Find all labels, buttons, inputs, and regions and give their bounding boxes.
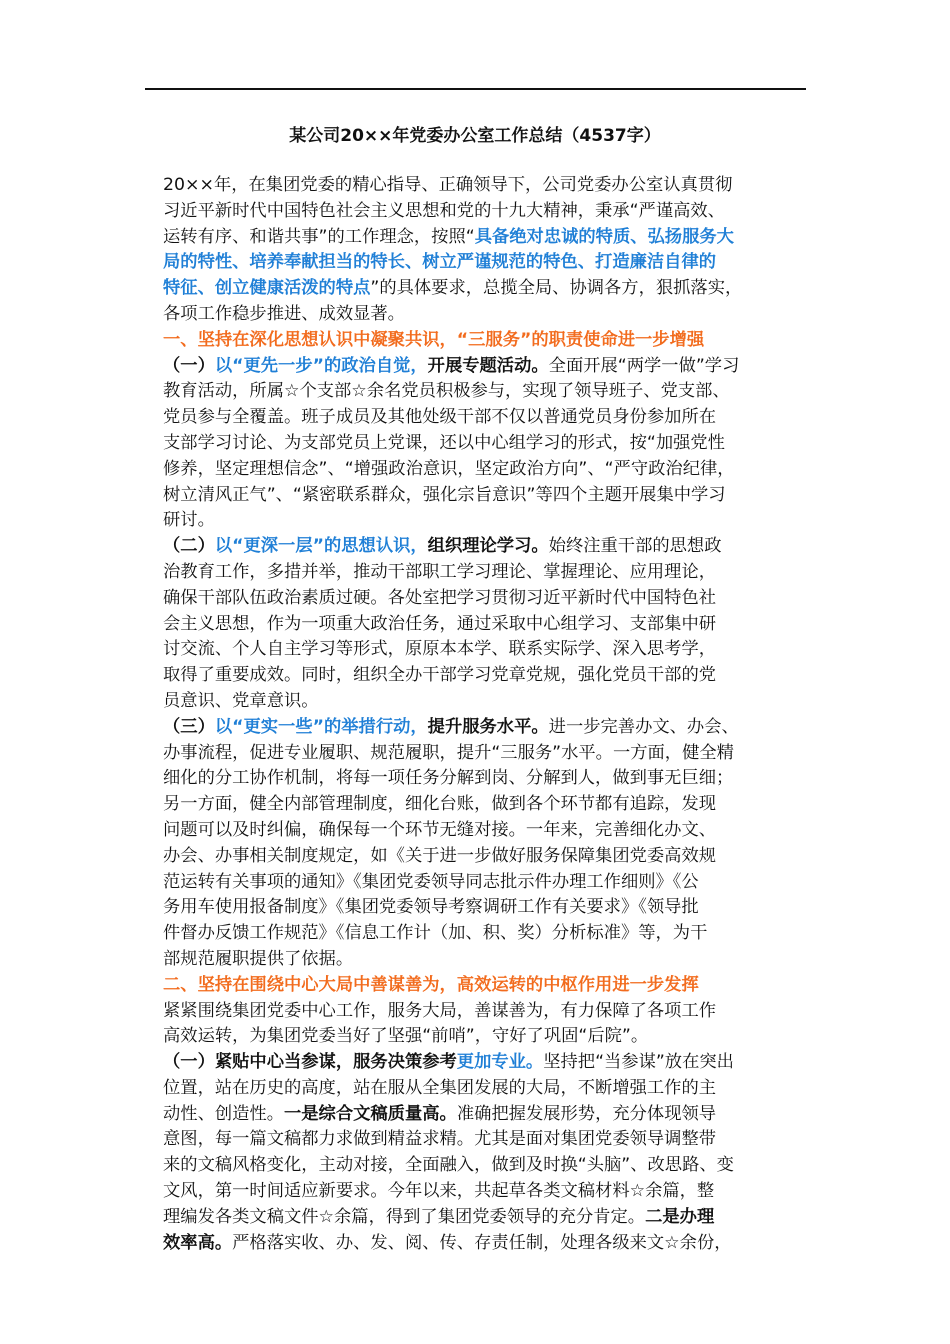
text-line	[163, 689, 803, 715]
text-run: 范运转有关事项的通知》《集团党委领导同志批示件办理工作细则》《公	[163, 871, 699, 892]
text-line	[163, 844, 803, 870]
text-line	[163, 431, 803, 457]
text-run: 文风，第一时间适应新要求。今年以来，共起草各类文稿材料☆余篇，整	[163, 1181, 715, 1202]
text-line	[163, 354, 803, 380]
text-run: 理编发各类文稿文件☆余篇，得到了集团党委领导的充分肯定。	[163, 1206, 646, 1227]
text-line	[163, 1153, 803, 1179]
text-line	[163, 973, 803, 999]
text-line	[163, 1024, 803, 1050]
text-run: 务用车使用报备制度》《集团党委领导考察调研工作有关要求》《领导批	[163, 897, 699, 918]
text-run: 树立清风正气”、“紧密联系群众，强化宗旨意识”等四个主题开展集中学习	[163, 484, 726, 505]
text-run: 以“更实一些”的举措行动，	[214, 716, 428, 737]
text-run: （三）	[163, 716, 215, 737]
text-line	[163, 612, 803, 638]
text-run: （二）	[163, 536, 215, 557]
text-run: 准确把握发展形势，充分体现领导	[456, 1103, 717, 1124]
text-line	[163, 1179, 803, 1205]
text-line	[163, 792, 803, 818]
text-line	[163, 199, 803, 225]
text-run: 讨交流、个人自主学习等形式，原原本本学、联系实际学、深入思考学，	[163, 639, 717, 660]
text-run: 修养，坚定理想信念”、“增强政治意识，坚定政治方向”、“严守政治纪律，	[163, 458, 735, 479]
text-run: 运转有序、和谐共事”的工作理念，按照“	[163, 226, 475, 247]
text-line	[163, 1231, 803, 1257]
text-run: 动性、创造性。	[163, 1103, 284, 1124]
text-run: 各项工作稳步推进、成效显著。	[163, 303, 405, 324]
document-body	[163, 173, 803, 1256]
text-line	[163, 405, 803, 431]
text-line	[163, 715, 803, 741]
text-run: 以“更深一层”的思想认识，	[214, 536, 428, 557]
text-line	[163, 483, 803, 509]
text-run: 教育活动，所属☆个支部☆余名党员积极参与，实现了领导班子、党支部、	[163, 381, 730, 402]
text-run: 取得了重要成效。同时，组织全办干部学习党章党规，强化党员干部的党	[163, 665, 717, 686]
text-line	[163, 1076, 803, 1102]
text-line	[163, 560, 803, 586]
text-run: 特征、创立健康活泼的特点	[163, 278, 371, 299]
text-line	[163, 1102, 803, 1128]
text-line	[163, 1205, 803, 1231]
text-line	[163, 586, 803, 612]
text-run: （一）紧贴中心当参谋，服务决策参考	[163, 1052, 457, 1073]
text-line	[163, 250, 803, 276]
text-line	[163, 663, 803, 689]
text-run: 确保干部队伍政治素质过硬。各处室把学习贯彻习近平新时代中国特色社	[163, 587, 717, 608]
text-line	[163, 379, 803, 405]
text-run: 习近平新时代中国特色社会主义思想和党的十九大精神，秉承“严谨高效、	[163, 200, 725, 221]
text-run: 另一方面，健全内部管理制度，细化台账，做到各个环节都有追踪，发现	[163, 794, 717, 815]
text-run: 更加专业。	[456, 1052, 544, 1073]
text-line	[163, 766, 803, 792]
text-run: 位置，站在历史的高度，站在服从全集团发展的大局，不断增强工作的主	[163, 1077, 717, 1098]
text-run: 来的文稿风格变化，主动对接，全面融入，做到及时换“头脑”、改思路、变	[163, 1155, 734, 1176]
text-run: 二是办理	[645, 1206, 715, 1227]
text-run: 研讨。	[163, 510, 215, 531]
text-line	[163, 302, 803, 328]
text-run: 办事流程，促进专业履职、规范履职，提升“三服务”水平。一方面，健全精	[163, 742, 734, 763]
text-line	[163, 457, 803, 483]
text-run: 组织理论学习。	[427, 536, 549, 557]
text-run: 开展专题活动。	[427, 355, 549, 376]
text-run: 办会、办事相关制度规定，如《关于进一步做好服务保障集团党委高效规	[163, 845, 717, 866]
text-run: 进一步完善办文、办会、	[548, 716, 739, 737]
text-run: 局的特性、培养奉献担当的特长、树立严谨规范的特色、打造廉洁自律的	[163, 252, 717, 273]
text-run: （一）	[163, 355, 215, 376]
text-line	[163, 921, 803, 947]
text-line	[163, 999, 803, 1025]
text-line	[163, 895, 803, 921]
text-run: 意图，每一篇文稿都力求做到精益求精。尤其是面对集团党委领导调整带	[163, 1129, 717, 1150]
text-run: 一、坚持在深化思想认识中凝聚共识，“三服务”的职责使命进一步增强	[163, 329, 705, 350]
text-line	[163, 173, 803, 199]
text-run: 始终注重干部的思想政	[548, 536, 722, 557]
text-run: ”的具体要求，总揽全局、协调各方，狠抓落实，	[370, 278, 743, 299]
text-run: 支部学习讨论、为支部党员上党课，还以中心组学习的形式，按“加强党性	[163, 432, 725, 453]
text-run: 全面开展“两学一做”学习	[548, 355, 740, 376]
text-run: 高效运转，为集团党委当好了坚强“前哨”，守好了巩固“后院”。	[163, 1026, 649, 1047]
text-run: 二、坚持在围绕中心大局中善谋善为，高效运转的中枢作用进一步发挥	[163, 974, 699, 995]
text-run: 20××年，在集团党委的精心指导、正确领导下，公司党委办公室认真贯彻	[163, 175, 733, 195]
text-line	[163, 508, 803, 534]
text-line	[163, 328, 803, 354]
text-run: 细化的分工协作机制，将每一项任务分解到岗、分解到人，做到事无巨细；	[163, 768, 734, 789]
header-rule	[145, 88, 806, 90]
text-line	[163, 225, 803, 251]
text-line	[163, 1050, 803, 1076]
text-line	[163, 870, 803, 896]
text-line	[163, 534, 803, 560]
text-line	[163, 1127, 803, 1153]
text-run: 党员参与全覆盖。班子成员及其他处级干部不仅以普通党员身份参加所在	[163, 407, 717, 428]
text-line	[163, 741, 803, 767]
text-run: 员意识、党章意识。	[163, 690, 319, 711]
text-run: 紧紧围绕集团党委中心工作，服务大局，善谋善为，有力保障了各项工作	[163, 1000, 717, 1021]
text-run: 坚持把“当参谋”放在突出	[543, 1052, 734, 1073]
text-line	[163, 637, 803, 663]
text-line	[163, 947, 803, 973]
document-title: 某公司20××年党委办公室工作总结（4537字）	[289, 126, 661, 146]
text-run: 件督办反馈工作规范》《信息工作计（加、积、奖）分析标准》等，为干	[163, 923, 708, 944]
text-run: 严格落实收、办、发、阅、传、存责任制，处理各级来文☆余份，	[232, 1232, 732, 1253]
text-run: 部规范履职提供了依据。	[163, 948, 354, 969]
text-run: 治教育工作，多措并举，推动干部职工学习理论、掌握理论、应用理论，	[163, 561, 717, 582]
text-run: 效率高。	[163, 1232, 233, 1253]
text-line	[163, 818, 803, 844]
text-line	[163, 276, 803, 302]
text-run: 会主义思想，作为一项重大政治任务，通过采取中心组学习、支部集中研	[163, 613, 717, 634]
text-run: 具备绝对忠诚的特质、弘扬服务大	[474, 226, 734, 247]
text-run: 以“更先一步”的政治自觉，	[214, 355, 428, 376]
text-run: 一是综合文稿质量高。	[283, 1103, 457, 1124]
text-run: 提升服务水平。	[427, 716, 549, 737]
text-run: 问题可以及时纠偏，确保每一个环节无缝对接。一年来，完善细化办文、	[163, 819, 717, 840]
